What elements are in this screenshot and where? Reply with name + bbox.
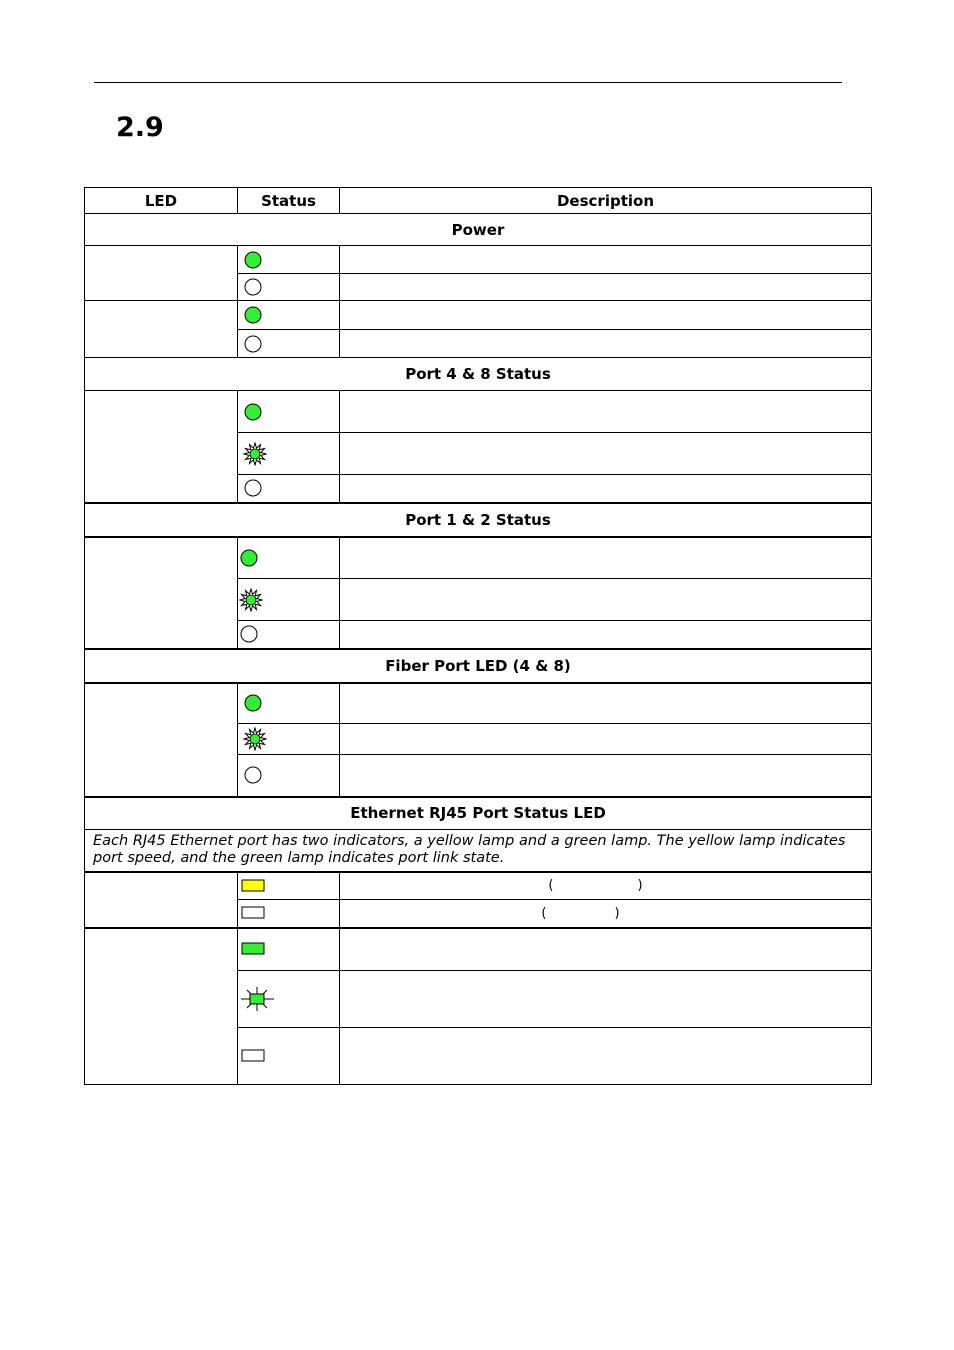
led-cell xyxy=(85,928,238,1085)
led-off-rect-icon xyxy=(241,1048,267,1064)
led-on-icon xyxy=(243,401,265,423)
led-cell xyxy=(85,683,238,797)
status-cell xyxy=(238,971,340,1028)
paren-open: ( xyxy=(541,905,547,921)
description-cell xyxy=(340,928,872,971)
section-number: 2.9 xyxy=(116,112,164,143)
status-cell xyxy=(238,330,340,358)
status-cell xyxy=(238,475,340,503)
led-on-icon xyxy=(239,547,261,569)
table-row xyxy=(85,683,872,724)
description-cell xyxy=(340,621,872,649)
status-cell xyxy=(238,900,340,928)
description-cell xyxy=(340,1028,872,1085)
description-cell xyxy=(340,579,872,621)
led-off-icon xyxy=(243,764,265,786)
starburst-core xyxy=(246,595,256,605)
led-blink-icon xyxy=(243,727,267,751)
led-yellow-rect-icon xyxy=(241,878,267,894)
paren-close: ) xyxy=(637,878,643,894)
group-title-port12: Port 1 & 2 Status xyxy=(85,503,872,537)
led-cell xyxy=(85,537,238,649)
description-cell xyxy=(340,330,872,358)
description-cell xyxy=(340,872,872,900)
status-cell xyxy=(238,724,340,755)
led-green-rect-icon xyxy=(241,941,267,957)
group-title-rj45: Ethernet RJ45 Port Status LED xyxy=(85,797,872,830)
description-cell xyxy=(340,537,872,579)
led-on-icon xyxy=(243,304,265,326)
status-cell xyxy=(238,579,340,621)
description-cell xyxy=(340,900,872,928)
led-off-icon xyxy=(243,276,265,298)
table-row xyxy=(85,301,872,330)
table-row xyxy=(85,928,872,971)
led-off-icon xyxy=(243,477,265,499)
led-off-icon xyxy=(243,333,265,355)
led-blink-icon xyxy=(239,588,263,612)
led-cell xyxy=(85,872,238,928)
header-description: Description xyxy=(340,188,872,214)
description-cell xyxy=(340,246,872,274)
led-on-icon xyxy=(243,692,265,714)
status-cell xyxy=(238,755,340,797)
group-row-power xyxy=(85,214,872,246)
led-blink-icon xyxy=(243,442,267,466)
note-row xyxy=(85,830,872,872)
status-cell xyxy=(238,301,340,330)
led-on-icon xyxy=(243,249,265,271)
group-row-fiber xyxy=(85,649,872,683)
led-cell xyxy=(85,391,238,503)
rj45-note: Each RJ45 Ethernet port has two indicators, a yellow lamp and a green lamp. The yellow lamp indicates port speed, and the green lamp indicates port link state. xyxy=(85,830,872,872)
led-cell xyxy=(85,301,238,358)
led-off-rect-icon xyxy=(241,905,267,921)
header-led: LED xyxy=(85,188,238,214)
description-cell xyxy=(340,301,872,330)
group-row-port48 xyxy=(85,358,872,391)
table-row xyxy=(85,246,872,274)
status-cell xyxy=(238,246,340,274)
led-blink-rect-icon xyxy=(240,986,276,1012)
header-status: Status xyxy=(238,188,340,214)
group-title-fiber: Fiber Port LED (4 & 8) xyxy=(85,649,872,683)
description-cell xyxy=(340,755,872,797)
status-cell xyxy=(238,872,340,900)
status-cell xyxy=(238,391,340,433)
starburst-core xyxy=(250,449,260,459)
table-row xyxy=(85,537,872,579)
group-title-power: Power xyxy=(85,214,872,246)
led-status-table xyxy=(84,187,872,1085)
description-cell xyxy=(340,724,872,755)
description-cell xyxy=(340,391,872,433)
led-off-icon xyxy=(239,623,261,645)
description-cell xyxy=(340,433,872,475)
status-cell xyxy=(238,683,340,724)
led-cell xyxy=(85,246,238,301)
group-title-port48: Port 4 & 8 Status xyxy=(85,358,872,391)
status-cell xyxy=(238,274,340,301)
group-row-rj45 xyxy=(85,797,872,830)
group-row-port12 xyxy=(85,503,872,537)
starburst-core xyxy=(250,734,260,744)
description-cell xyxy=(340,274,872,301)
status-cell xyxy=(238,537,340,579)
status-cell xyxy=(238,433,340,475)
status-cell xyxy=(238,621,340,649)
status-cell xyxy=(238,928,340,971)
status-cell xyxy=(238,1028,340,1085)
description-cell xyxy=(340,475,872,503)
table-row xyxy=(85,391,872,433)
description-cell xyxy=(340,971,872,1028)
table-row xyxy=(85,872,872,900)
description-cell xyxy=(340,683,872,724)
top-rule xyxy=(94,82,842,83)
paren-close: ) xyxy=(614,905,620,921)
header-row xyxy=(85,188,872,214)
paren-open: ( xyxy=(548,878,554,894)
